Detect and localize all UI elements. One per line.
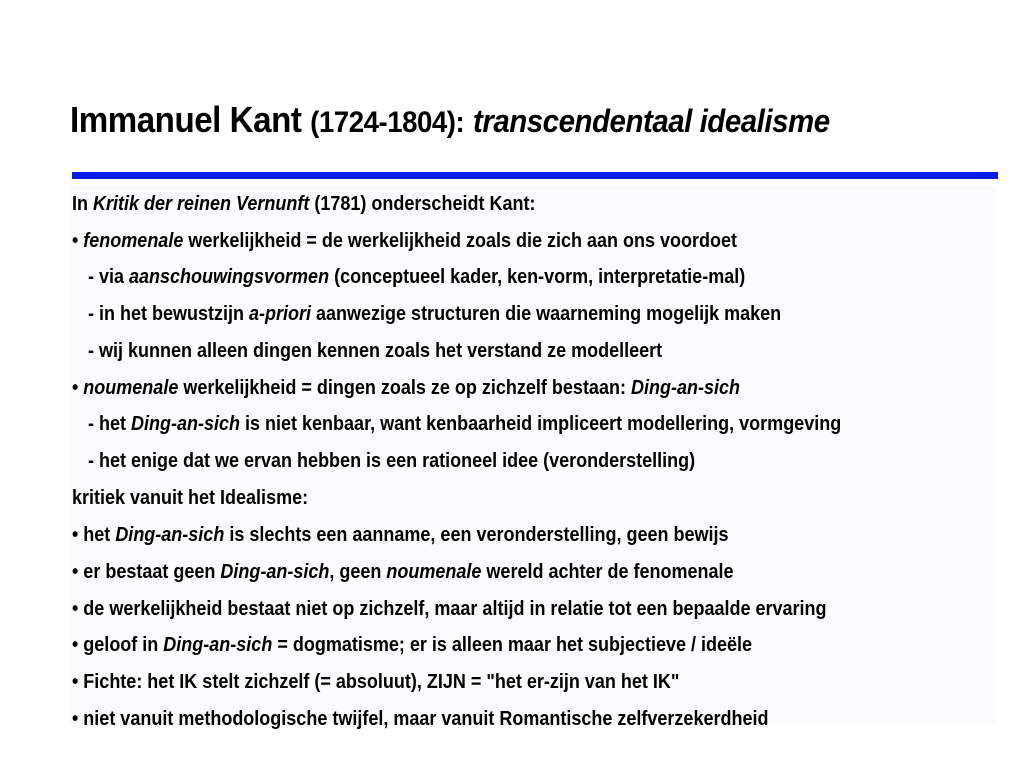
bullet-icon: •	[72, 524, 84, 546]
text-run: er bestaat geen	[83, 561, 221, 583]
text-run: de werkelijkheid bestaat niet op zichzelf, maar altijd in relatie tot een bepaalde ervaring	[83, 598, 827, 620]
text-run: - in het bewustzijn	[88, 303, 250, 325]
text-run: - het	[88, 413, 132, 435]
text-run: is niet kenbaar, want kenbaarheid impliceert modellering, vormgeving	[240, 413, 842, 435]
text-run: (1781) onderscheidt Kant:	[309, 193, 536, 215]
bullet-item-fenomenale	[72, 228, 737, 254]
emphasis: a-priori	[249, 303, 312, 325]
emphasis: fenomenale	[83, 230, 184, 252]
text-run: - via	[88, 266, 130, 288]
bullet-icon: •	[72, 598, 84, 620]
text-run: (conceptueel kader, ken-vorm, interpretatie-mal)	[329, 266, 746, 288]
bullet-item-relatie	[72, 596, 827, 622]
bullet-item-dogmatisme	[72, 632, 752, 658]
text-run: - wij kunnen alleen dingen kennen zoals het verstand ze modelleert	[88, 340, 663, 362]
text-run: aanwezige structuren die waarneming mogelijk maken	[311, 303, 782, 325]
bullet-icon: •	[72, 561, 84, 583]
bullet-icon: •	[72, 230, 84, 252]
text-run: geloof in	[83, 634, 164, 656]
text-run: Fichte: het IK stelt zichzelf (= absoluut), ZIJN = "het er-zijn van het IK"	[83, 671, 680, 693]
section-heading-kritiek	[72, 485, 308, 511]
text-run: het	[83, 524, 116, 546]
emphasis: noumenale	[83, 377, 179, 399]
sub-item-modelleert	[88, 338, 662, 364]
sub-item-a-priori	[88, 301, 781, 327]
text-run: = dogmatisme; er is alleen maar het subjectieve / ideële	[272, 634, 753, 656]
title-years: (1724-1804):	[310, 106, 465, 139]
bullet-item-romantisch	[72, 706, 768, 732]
emphasis: aanschouwingsvormen	[129, 266, 330, 288]
title-subtitle: transcendentaal idealisme	[472, 103, 830, 139]
book-title: Kritik der reinen Vernunft	[93, 193, 310, 215]
text-run: kritiek vanuit het Idealisme:	[72, 487, 309, 509]
slide-title	[70, 96, 830, 147]
title-divider	[72, 172, 998, 179]
text-run: wereld achter de fenomenale	[481, 561, 734, 583]
emphasis: Ding-an-sich	[220, 561, 330, 583]
bullet-icon: •	[72, 377, 84, 399]
sub-item-via	[88, 264, 745, 290]
text-run: niet vanuit methodologische twijfel, maar vanuit Romantische zelfverzekerdheid	[83, 708, 769, 730]
text-run: In	[72, 193, 94, 215]
bullet-icon: •	[72, 671, 84, 693]
bullet-icon: •	[72, 634, 84, 656]
emphasis: Ding-an-sich	[131, 413, 241, 435]
bullet-item-aanname	[72, 522, 729, 548]
bullet-item-noumenale	[72, 375, 740, 401]
emphasis: Ding-an-sich	[163, 634, 273, 656]
text-run: werkelijkheid = de werkelijkheid zoals die zich aan ons voordoet	[183, 230, 738, 252]
text-run: - het enige dat we ervan hebben is een rationeel idee (veronderstelling)	[88, 450, 696, 472]
sub-item-rationeel-idee	[88, 448, 695, 474]
bullet-item-geen-ding	[72, 559, 734, 585]
emphasis: noumenale	[386, 561, 482, 583]
text-run: werkelijkheid = dingen zoals ze op zichzelf bestaan:	[178, 377, 631, 399]
bullet-icon: •	[72, 708, 84, 730]
bullet-item-fichte	[72, 669, 679, 695]
sub-item-niet-kenbaar	[88, 411, 841, 437]
emphasis: Ding-an-sich	[115, 524, 225, 546]
text-run: is slechts een aanname, een veronderstelling, geen bewijs	[224, 524, 729, 546]
title-name: Immanuel Kant	[70, 99, 302, 140]
emphasis: Ding-an-sich	[630, 377, 740, 399]
text-line-intro	[72, 191, 535, 217]
text-run: , geen	[329, 561, 387, 583]
